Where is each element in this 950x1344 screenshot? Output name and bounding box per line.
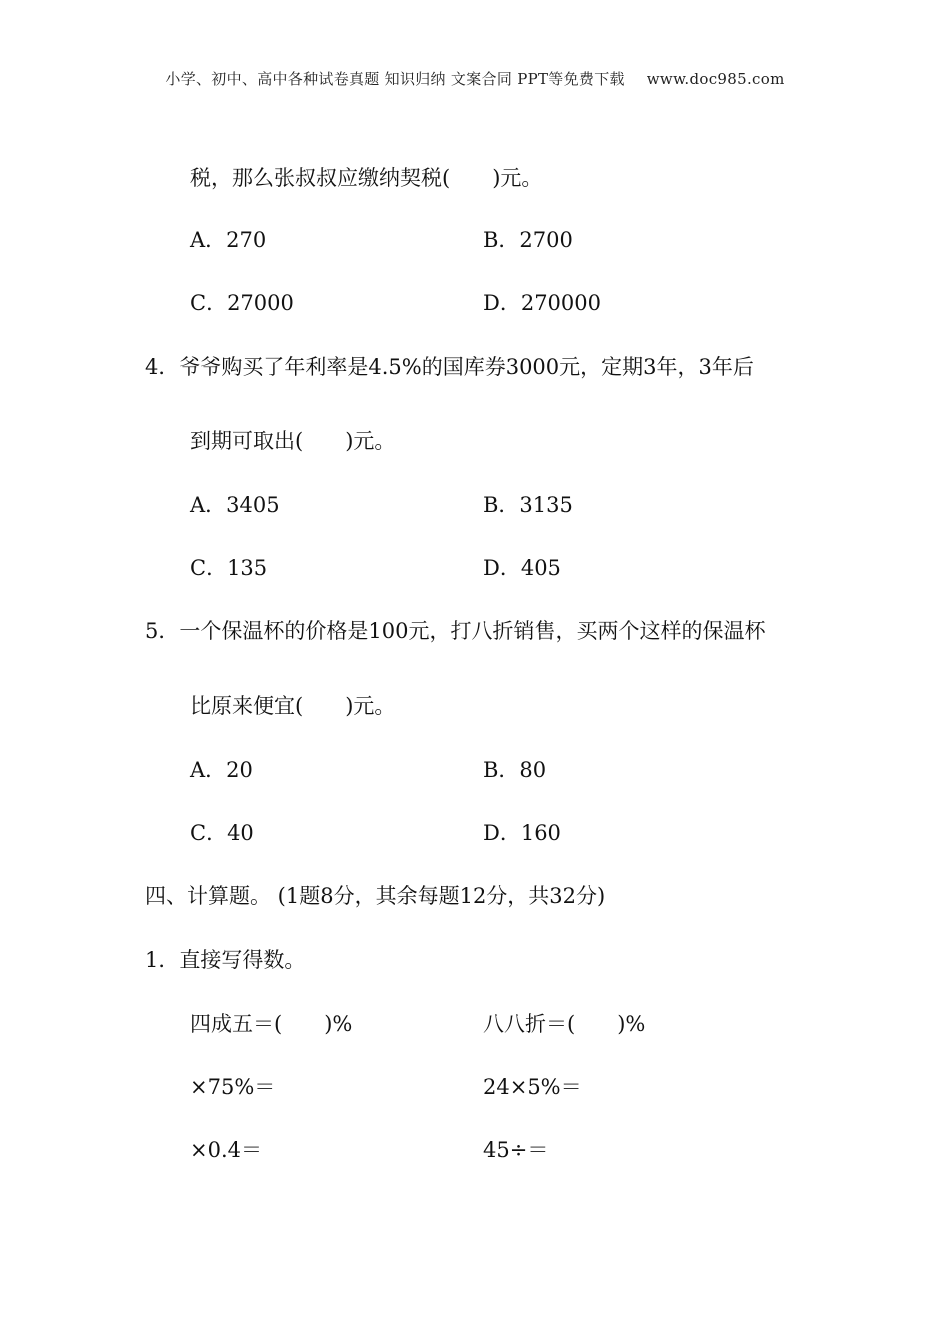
header-site: www.doc985.com [646,70,785,88]
q4-stem-continuation: 到期可取出( )元。 [190,429,396,453]
q4-option-b: B．3135 [483,493,573,517]
calc-item-1: 四成五＝( )% [190,1012,353,1036]
section4-q1: 1．直接写得数。 [145,948,306,972]
q4-stem: 4．爷爷购买了年利率是4.5%的国库券3000元，定期3年，3年后 [145,355,754,379]
q5-stem: 5．一个保温杯的价格是100元，打八折销售，买两个这样的保温杯 [145,619,766,643]
calc-item-6: 45÷＝ [483,1138,549,1162]
q5-option-d: D．160 [483,821,561,845]
calc-item-2: 八八折＝( )% [483,1012,646,1036]
q5-option-c: C．40 [190,821,254,845]
q3-option-b: B．2700 [483,228,573,252]
calc-item-5: ×0.4＝ [190,1138,262,1162]
q4-option-a: A．3405 [190,493,280,517]
q3-option-c: C．27000 [190,291,294,315]
calc-item-3: ×75%＝ [190,1075,276,1099]
section4-title: 四、计算题。 (1题8分，其余每题12分，共32分) [145,884,606,908]
q4-option-d: D．405 [483,556,561,580]
q3-option-a: A．270 [190,228,267,252]
q5-option-b: B．80 [483,758,547,782]
q3-option-d: D．270000 [483,291,602,315]
calc-item-4: 24×5%＝ [483,1075,582,1099]
q4-option-c: C．135 [190,556,268,580]
header-text: 小学、初中、高中各种试卷真题 知识归纳 文案合同 PPT等免费下载 [165,70,625,88]
page-header [0,68,950,89]
q5-option-a: A．20 [190,758,253,782]
q3-stem-continuation: 税，那么张叔叔应缴纳契税( )元。 [190,166,543,190]
q5-stem-continuation: 比原来便宜( )元。 [190,694,396,718]
